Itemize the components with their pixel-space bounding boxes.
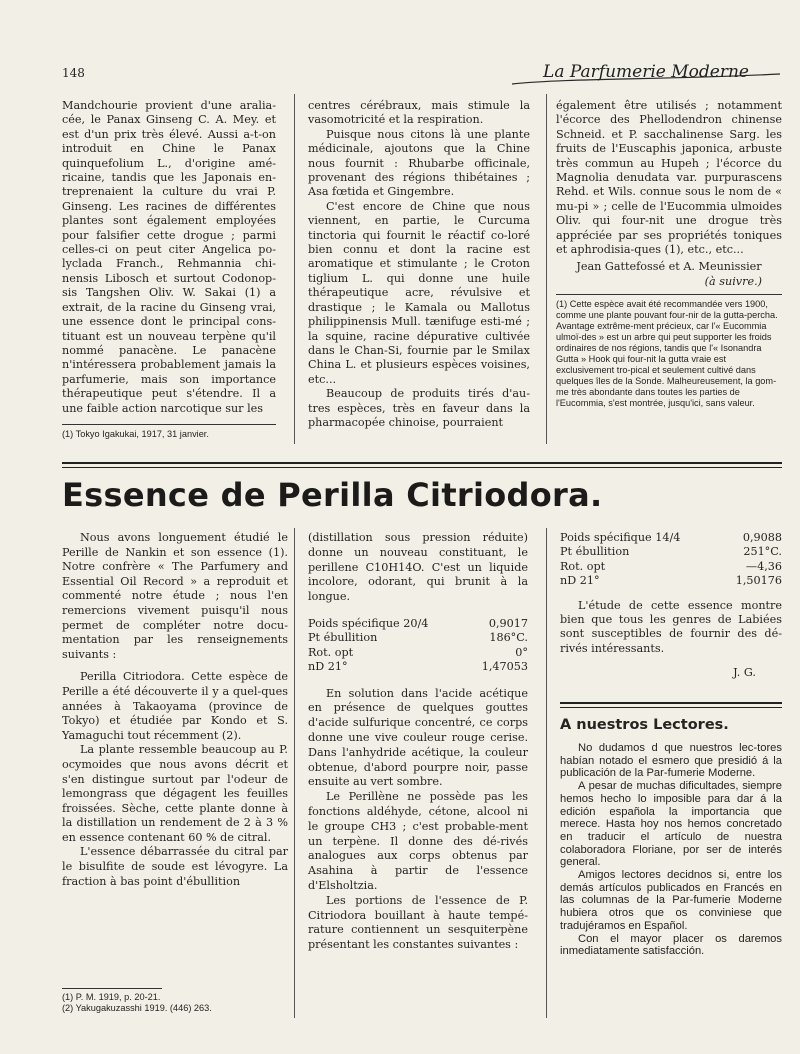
constant-value: 1,47053 xyxy=(481,660,528,674)
constant-value: 0,9017 xyxy=(488,616,528,630)
section-rule-thick xyxy=(62,462,782,464)
footnote: (1) P. M. 1919, p. 20-21. xyxy=(62,992,161,1002)
constant-row xyxy=(560,560,782,574)
top-column-3 xyxy=(556,99,782,409)
box-rule-thin xyxy=(560,707,782,708)
constant-label: Pt ébullition xyxy=(308,631,378,645)
paragraph: Beaucoup de produits tirés d'au-tres espèces, très en faveur dans la pharmacopée chinoise, pourraient xyxy=(308,387,530,429)
article-column-1 xyxy=(62,531,288,889)
paragraph: A pesar de muchas dificultades, siempre hemos hecho lo imposible para dar á la edición española la importancia que merece. Hasta hoy nos hemos concretado en traducir el artículo de nuestra colaboradora Floriane, por ser de interés general. xyxy=(560,780,782,869)
constant-row xyxy=(308,617,528,631)
footnote: (2) Yakugakuzasshi 1919. (446) 263. xyxy=(62,1003,212,1013)
journal-title xyxy=(510,60,782,86)
paragraph: centres cérébraux, mais stimule la vasomotricité et la respiration. xyxy=(308,99,530,127)
paragraph: également être utilisés ; notamment l'écorce des Phellodendron chinense Schneid. et P. sacchalinense Sarg. les fruits de l'Euscaphis japonica, arbuste très commun au Hupeh ; l'écorce du Magnolia denudata var. purpurascens Rehd. et Wils. connue sous le nom de « mu-pi » ; celle de l'Eucommia ulmoides Oliv. qui four-nit une drogue très appréciée par ses propriétés toniques et aphrodisia-ques (1), etc., etc... xyxy=(556,99,782,257)
constant-label: Poids spécifique 14/4 xyxy=(560,531,681,544)
spanish-notice xyxy=(560,742,782,958)
paragraph: No dudamos d que nuestros lec-tores habían notado el esmero que presidió á la publicación de la Par-fumerie Moderne. xyxy=(560,742,782,780)
column-divider xyxy=(546,94,547,444)
constant-label: Pt ébullition xyxy=(560,545,630,559)
footnote: (1) Tokyo Igakukai, 1917, 31 janvier. xyxy=(62,429,209,439)
article-column-2 xyxy=(308,531,528,953)
constants-table xyxy=(308,617,528,675)
paragraph: Les portions de l'essence de P. Citriodora bouillant à haute tempé-rature contiennent un sesquiterpène présentant les constantes suivantes : xyxy=(308,893,528,952)
article-title: Essence de Perilla Citriodora. xyxy=(62,476,603,514)
to-be-continued: (à suivre.) xyxy=(704,274,762,288)
constant-value: 0° xyxy=(515,645,528,659)
column-divider xyxy=(294,528,295,1018)
constant-label: Rot. opt xyxy=(560,559,606,573)
constant-row xyxy=(560,531,782,545)
constant-value: 251°C. xyxy=(743,545,782,559)
paragraph: La plante ressemble beaucoup au P. ocymoides que nous avons décrit et s'en distingue surtout par l'odeur de lemongrass que dégagent les feuilles froissées. Sèche, cette plante donne à la distillation un rendement de 2 à 3 % en essence contenant 60 % de citral. xyxy=(62,743,288,844)
paragraph: Le Perillène ne possède pas les fonctions aldéhyde, cétone, alcool ni le groupe CH3 ; c'est probable-ment un terpène. Il donne des dé-rivés analogues aux corps obtenus par Asahina à partir de l'essence d'Elsholtzia. xyxy=(308,790,528,892)
constant-label: Rot. opt xyxy=(308,645,354,659)
article-signature: J. G. xyxy=(733,666,756,680)
paragraph: Amigos lectores decidnos si, entre los demás artículos publicados en Francés en las columnas de la Par-fumerie Moderne hubiera otros que os conviniese que tradujéramos en Español. xyxy=(560,869,782,932)
constant-row xyxy=(560,574,782,588)
paragraph: C'est encore de Chine que nous viennent, en partie, le Curcuma tinctoria qui fournit le réactif co-loré bien connu et dont la racine est aromatique et stimulante ; le Croton tiglium L. qui donne une huile thérapeutique acre, révulsive et drastique ; le Kamala ou Mallotus philippinensis Mull. tænifuge esti-mé ; la squine, racine dépurative cultivée dans le Chan-Si, fournie par le Smilax China L. et plusieurs espèces voisines, etc... xyxy=(308,199,530,386)
paragraph: Perilla Citriodora. Cette espèce de Perille a été découverte il y a quel-ques années à Takaoyama (province de Tokyo) et étudiée par Kondo et S. Yamaguchi tout récemment (2). xyxy=(62,670,288,742)
constant-row xyxy=(308,646,528,660)
footnote: (1) Cette espèce avait été recommandée vers 1900, comme une plante pouvant four-nir de la gutta-percha. Avantage extrême-ment précieux, car l'« Eucommia ulmoï-des » est un arbre qui peut supporter les froids ordinaires de nos régions, tandis que l'« Isonandra Gutta » Hook qui four-nit la gutta vraie est exclusivement tro-pical et seulement cultivé dans quelques îles de la Sonde. Malheureusement, la gom-me très abondante dans toutes les parties de l'Eucommia, s'est montrée, jusqu'ici, sans valeur. xyxy=(556,299,778,409)
column-divider xyxy=(294,94,295,444)
paragraph: L'essence débarrassée du citral par le bisulfite de soude est lévogyre. La fraction à bas point d'ébullition xyxy=(62,845,288,888)
spanish-notice-title: A nuestros Lectores. xyxy=(560,717,729,733)
paragraph: L'étude de cette essence montre bien que tous les genres de Labiées sont susceptibles de fournir des dé-rivés intéressants. xyxy=(560,598,782,655)
constant-label: nD 21° xyxy=(308,660,348,674)
article-column-3 xyxy=(560,531,782,681)
top-column-2 xyxy=(308,99,530,430)
constants-table xyxy=(560,531,782,589)
paragraph: (distillation sous pression réduite) donne un nouveau constituant, le perillene C10H14O. C'est un liquide incolore, odorant, qui brunit à la longue. xyxy=(308,531,528,604)
constant-label: Poids spécifique 20/4 xyxy=(308,616,429,630)
footnote-rule xyxy=(556,294,782,295)
journal-title-lettering xyxy=(510,60,782,86)
paragraph: Con el mayor placer os daremos inmediatamente satisfacción. xyxy=(560,932,782,958)
constant-row xyxy=(308,660,528,674)
footnote-rule xyxy=(62,988,162,989)
constant-value: 0,9088 xyxy=(742,531,782,544)
constant-value: —4,36 xyxy=(745,559,782,573)
constant-value: 1,50176 xyxy=(735,574,782,588)
journal-title-text: La Parfumerie Moderne xyxy=(543,62,749,82)
page-number: 148 xyxy=(62,66,85,80)
paragraph: Puisque nous citons là une plante médicinale, ajoutons que la Chine nous fournit : Rhubarbe officinale, provenant des régions thibétaines ; Asa fœtida et Gingembre. xyxy=(308,127,530,199)
constant-value: 186°C. xyxy=(489,631,528,645)
article-footnotes xyxy=(62,992,288,1014)
section-rule-thin xyxy=(62,467,782,468)
top-column-1 xyxy=(62,99,276,416)
footnote-rule xyxy=(62,424,276,425)
paragraph: Nous avons longuement étudié le Perille de Nankin et son essence (1). Notre confrère « The Parfumery and Essential Oil Record » a reproduit et commenté notre étude ; nous l'en remercions vivement puisqu'il nous permet de compléter notre docu-mentation par les renseignements suivants : xyxy=(62,531,288,661)
box-rule-thick xyxy=(560,702,782,704)
column-divider xyxy=(546,528,547,1018)
paragraph: En solution dans l'acide acétique en présence de quelques gouttes d'acide sulfurique concentré, ce corps donne une vive couleur rouge cerise. Dans l'anhydride acétique, la couleur obtenue, d'abord pourpre noir, passe ensuite au vert sombre. xyxy=(308,686,528,789)
constant-row xyxy=(308,631,528,645)
constant-row xyxy=(560,545,782,559)
author-signature: Jean Gattefossé et A. Meunissier xyxy=(576,260,762,274)
constant-label: nD 21° xyxy=(560,574,600,588)
paragraph: Mandchourie provient d'une aralia-cée, le Panax Ginseng C. A. Mey. et est d'un prix très élevé. Aussi a-t-on introduit en Chine le Panax quinquefolium L., d'origine amé-ricaine, tandis que les Japonais en-treprenaient la culture du vrai P. Ginseng. Les racines de différentes plantes sont également employées pour falsifier cette drogue ; parmi celles-ci on peut citer Angelica po-lyclada Franch., Rehmannia chi-nensis Libosch et surtout Codonop-sis Tangshen Oliv. W. Sakai (1) a extrait, de la racine du Ginseng vrai, une essence dont le principal cons-tituant est un nouveau terpène qu'il nommé panacène. Le panacène n'intéressera probablement jamais la parfumerie, mais son importance thérapeutique peut s'étendre. Il a une faible action narcotique sur les xyxy=(62,99,276,415)
